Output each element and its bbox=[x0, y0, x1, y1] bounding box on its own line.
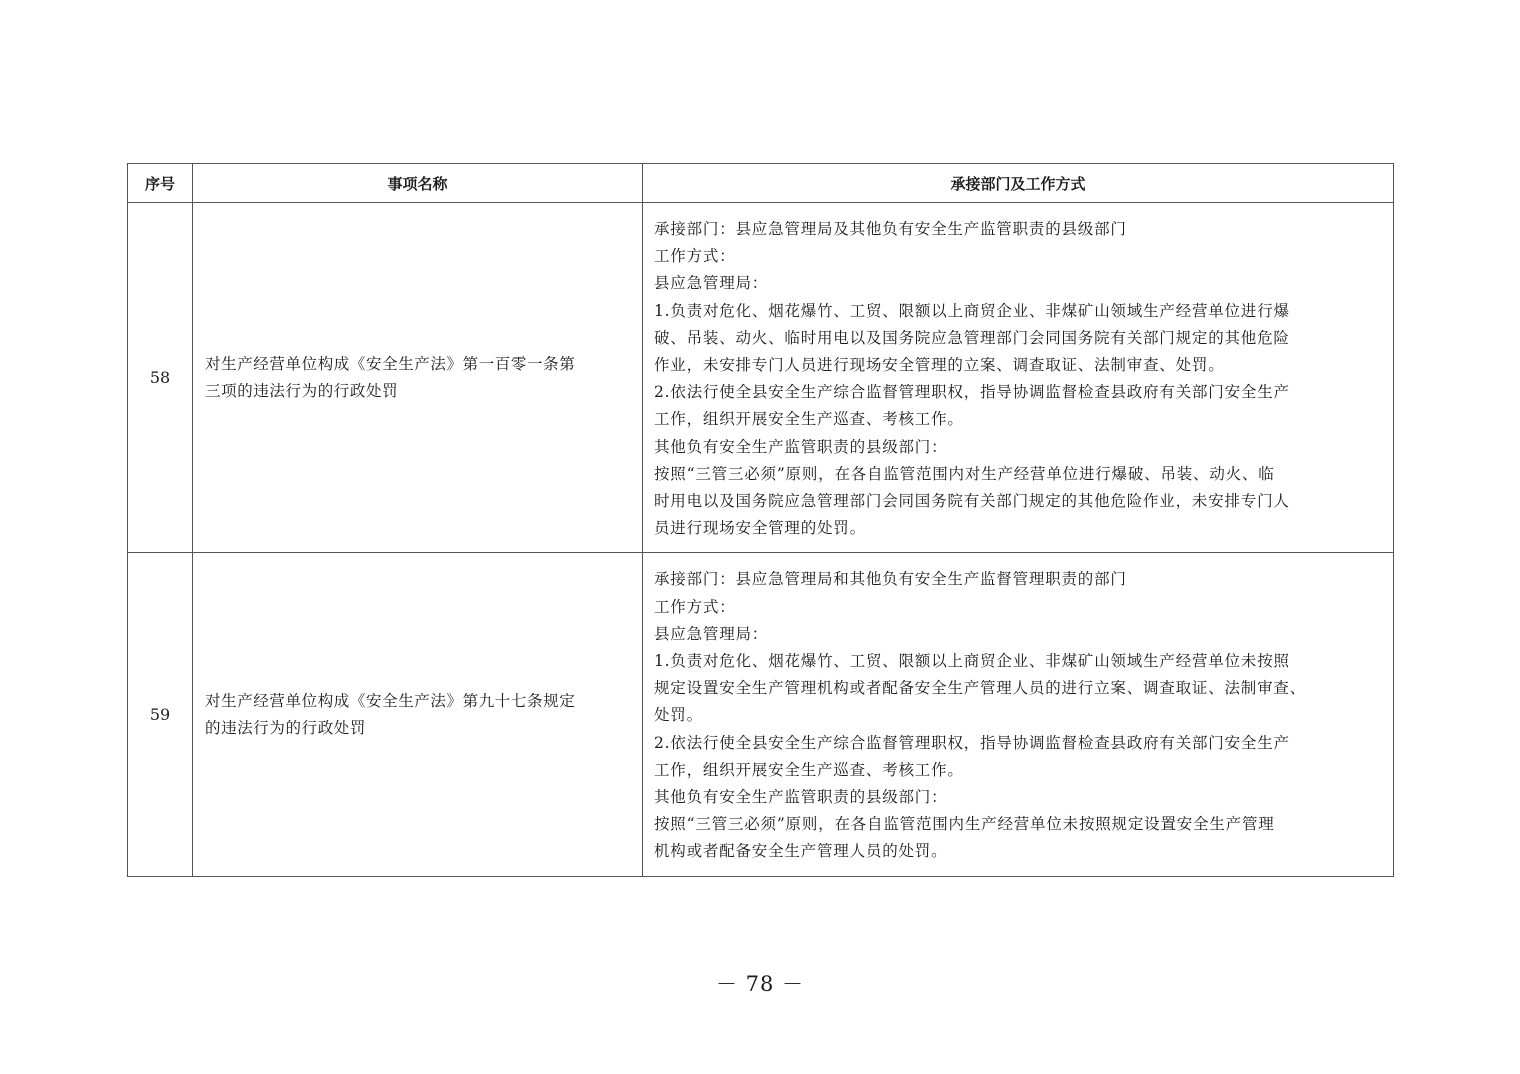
table-header-row bbox=[128, 164, 1394, 203]
dept-line: 规定设置安全生产管理机构或者配备安全生产管理人员的进行立案、调查取证、法制审查、 bbox=[654, 679, 1307, 698]
matter-name-line: 对生产经营单位构成《安全生产法》第九十七条规定 bbox=[205, 691, 576, 710]
dept-line: 工作方式： bbox=[654, 597, 736, 616]
row-matter-name bbox=[193, 203, 643, 553]
dept-line: 1.负责对危化、烟花爆竹、工贸、限额以上商贸企业、非煤矿山领域生产经营单位未按照 bbox=[654, 652, 1290, 671]
page-number: － 78 － bbox=[715, 972, 805, 996]
dept-line: 承接部门：县应急管理局和其他负有安全生产监督管理职责的部门 bbox=[654, 570, 1127, 589]
dept-line: 按照“三管三必须”原则，在各自监管范围内对生产经营单位进行爆破、吊装、动火、临 bbox=[654, 464, 1275, 483]
dept-line: 县应急管理局： bbox=[654, 624, 769, 643]
row-serial-no: 59 bbox=[128, 553, 193, 876]
header-matter-name: 事项名称 bbox=[193, 164, 643, 203]
dept-line: 承接部门：县应急管理局及其他负有安全生产监管职责的县级部门 bbox=[654, 220, 1127, 238]
dept-line: 员进行现场安全管理的处罚。 bbox=[654, 519, 866, 538]
row-serial-no: 58 bbox=[128, 203, 193, 553]
dept-line: 其他负有安全生产监管职责的县级部门： bbox=[654, 437, 948, 456]
matter-name-line: 三项的违法行为的行政处罚 bbox=[205, 381, 399, 400]
matter-name-line: 对生产经营单位构成《安全生产法》第一百零一条第 bbox=[205, 354, 576, 373]
header-department-method: 承接部门及工作方式 bbox=[643, 164, 1394, 203]
dept-line: 处罚。 bbox=[654, 706, 703, 725]
dept-line: 按照“三管三必须”原则，在各自监管范围内生产经营单位未按照规定设置安全生产管理 bbox=[654, 815, 1275, 834]
dept-line: 1.负责对危化、烟花爆竹、工贸、限额以上商贸企业、非煤矿山领域生产经营单位进行爆 bbox=[654, 301, 1290, 320]
dept-line: 2.依法行使全县安全生产综合监督管理职权，指导协调监督检查县政府有关部门安全生产 bbox=[654, 733, 1290, 752]
table-row bbox=[128, 553, 1394, 876]
matters-table bbox=[127, 163, 1394, 877]
dept-line: 工作，组织开展安全生产巡查、考核工作。 bbox=[654, 760, 964, 779]
dept-line: 机构或者配备安全生产管理人员的处罚。 bbox=[654, 842, 948, 861]
matter-name-line: 的违法行为的行政处罚 bbox=[205, 718, 367, 737]
table-row bbox=[128, 203, 1394, 553]
dept-line: 工作，组织开展安全生产巡查、考核工作。 bbox=[654, 410, 964, 429]
row-department-method bbox=[643, 203, 1394, 553]
dept-line: 2.依法行使全县安全生产综合监督管理职权，指导协调监督检查县政府有关部门安全生产 bbox=[654, 383, 1290, 402]
dept-line: 作业，未安排专门人员进行现场安全管理的立案、调查取证、法制审查、处罚。 bbox=[654, 356, 1225, 375]
dept-line: 其他负有安全生产监管职责的县级部门： bbox=[654, 788, 948, 807]
header-serial-no: 序号 bbox=[128, 164, 193, 203]
dept-line: 破、吊装、动火、临时用电以及国务院应急管理部门会同国务院有关部门规定的其他危险 bbox=[654, 328, 1290, 347]
dept-line: 工作方式： bbox=[654, 247, 736, 266]
row-department-method bbox=[643, 553, 1394, 876]
row-matter-name bbox=[193, 553, 643, 876]
dept-line: 县应急管理局： bbox=[654, 274, 769, 293]
dept-line: 时用电以及国务院应急管理部门会同国务院有关部门规定的其他危险作业，未安排专门人 bbox=[654, 492, 1290, 511]
